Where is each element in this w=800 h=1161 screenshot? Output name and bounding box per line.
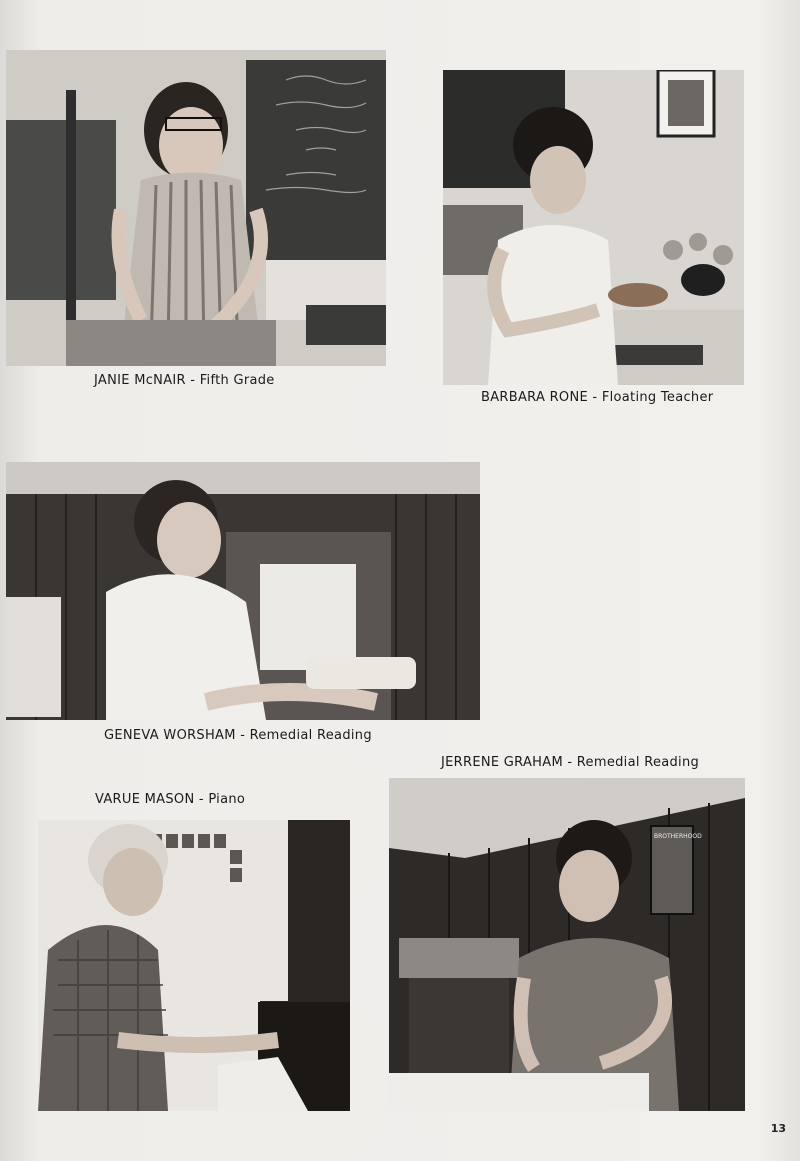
poster-title: BROTHERHOOD [654, 833, 702, 840]
caption-jerrene-graham: JERRENE GRAHAM - Remedial Reading [441, 755, 700, 770]
photo-geneva-worsham [6, 462, 480, 720]
caption-varue-mason: VARUE MASON - Piano [95, 792, 246, 807]
caption-geneva-worsham: GENEVA WORSHAM - Remedial Reading [104, 728, 372, 743]
page-number: 13 [770, 1122, 786, 1135]
photo-varue-mason [38, 820, 350, 1111]
caption-barbara-rone: BARBARA RONE - Floating Teacher [481, 390, 714, 405]
photo-janie-mcnair [6, 50, 386, 366]
photo-jerrene-graham [389, 778, 745, 1111]
caption-janie-mcnair: JANIE McNAIR - Fifth Grade [94, 373, 275, 388]
photo-barbara-rone [443, 70, 744, 385]
